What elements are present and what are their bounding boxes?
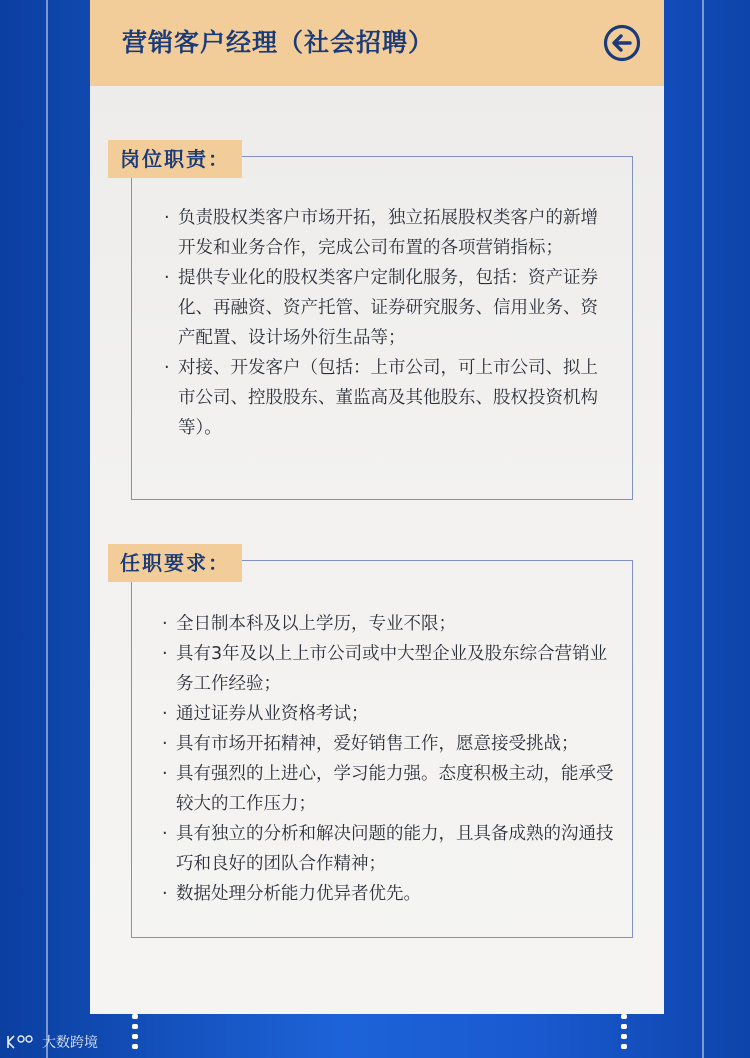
responsibilities-section [131, 156, 633, 500]
requirements-section [131, 560, 633, 938]
watermark [6, 1032, 98, 1052]
watermark-text: 大数跨境 [42, 1035, 98, 1051]
right-edge-line [702, 0, 704, 1058]
left-dot-decoration [132, 1014, 138, 1049]
list-item: · 全日制本科及以上学历，专业不限； [162, 609, 614, 639]
requirements-list [162, 609, 614, 909]
responsibilities-heading: 岗位职责： [108, 140, 242, 178]
list-item: · 数据处理分析能力优异者优先。 [162, 879, 614, 909]
job-card [90, 0, 664, 1014]
list-item: · 负责股权类客户市场开拓，独立拓展股权类客户的新增开发和业务合作，完成公司布置的各项营销指标； [164, 203, 610, 263]
responsibilities-list [164, 203, 610, 443]
right-dot-decoration [621, 1014, 627, 1049]
page-title: 营销客户经理（社会招聘） [122, 28, 435, 57]
left-edge-line [46, 0, 48, 1058]
list-item: · 通过证券从业资格考试； [162, 699, 614, 729]
list-item: · 具有市场开拓精神，爱好销售工作，愿意接受挑战； [162, 729, 614, 759]
list-item: · 提供专业化的股权类客户定制化服务，包括：资产证券化、再融资、资产托管、证券研究服务、信用业务、资产配置、设计场外衍生品等； [164, 263, 610, 353]
card-header [90, 0, 664, 86]
list-item: · 具有独立的分析和解决问题的能力，且具备成熟的沟通技巧和良好的团队合作精神； [162, 819, 614, 879]
list-item: · 对接、开发客户（包括：上市公司，可上市公司、拟上市公司、控股股东、董监高及其他股东、股权投资机构等）。 [164, 353, 610, 443]
back-button[interactable] [603, 24, 641, 62]
watermark-logo-icon [6, 1034, 36, 1050]
requirements-heading: 任职要求： [108, 544, 242, 582]
list-item: · 具有强烈的上进心，学习能力强。态度积极主动，能承受较大的工作压力； [162, 759, 614, 819]
list-item: · 具有3年及以上上市公司或中大型企业及股东综合营销业务工作经验； [162, 639, 614, 699]
arrow-left-circle-icon [603, 24, 641, 62]
